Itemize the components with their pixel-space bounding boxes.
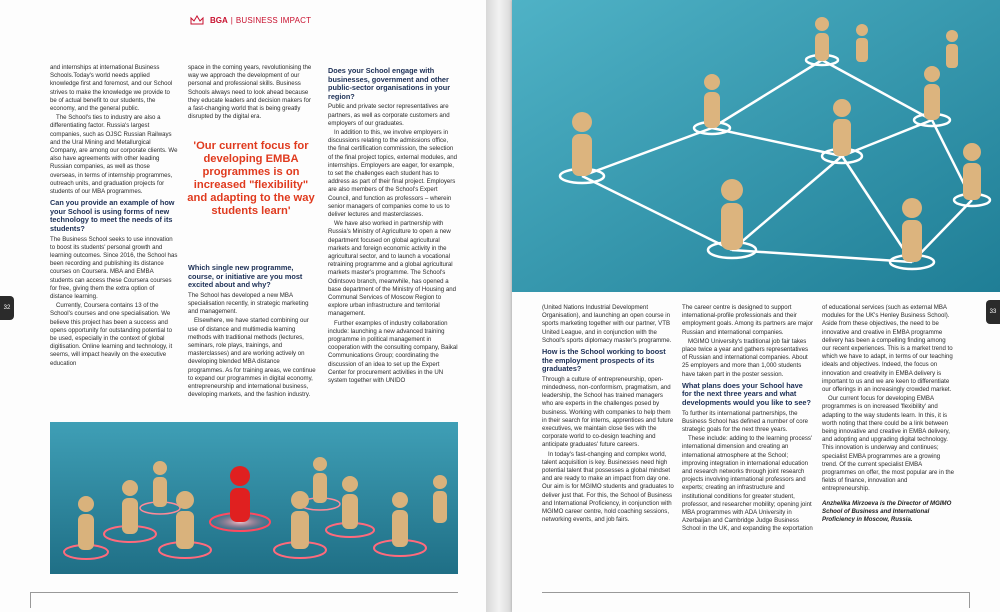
paragraph: space in the coming years, revolutionising the way we approach the development of our personal and professional skills. Business Schools always need to look ahead because they educate leaders and decision makers for a fast-changing world that is being greatly disrupted by the digital era. <box>188 64 312 121</box>
right-column-1 <box>542 304 674 572</box>
header-brand: BGA <box>210 15 228 25</box>
paragraph: In today's fast-changing and complex world, talent acquisition is key. Businesses need high potential talent that possesses a global mindset and are ready to make an impact from day one. Our aim is for MGIMO students and graduates to deliver just that. For this, the School of Business and International Proficiency, in conjunction with MGIMO career centre, hold coaching sessions, networking events, and job fairs. <box>542 450 674 524</box>
right-page <box>512 0 1000 612</box>
footer-rule <box>30 592 458 593</box>
page-number: 32 <box>3 305 11 311</box>
book-gutter <box>486 0 512 612</box>
paragraph: (United Nations Industrial Development Organisation), and launching an open course in sports marketing together with our partner, VTB United League, and in conjunction with the School's sports diplomacy master's programme. <box>542 304 672 344</box>
question-heading: Which single new programme, course, or initiative are you most excited about and why? <box>188 263 303 290</box>
paragraph: Elsewhere, we have started combining our use of distance and multimedia learning methods with traditional methods (lectures, seminars, role plays, trainings, and masterclasses) and are working actively on developing blended MBA distance programmes. As for training areas, we continue to expand our programmes in digital economy, entrepreneurship and international business, developing markets, and the fashion industry. <box>188 317 316 399</box>
left-column-3 <box>328 64 458 416</box>
crown-logo-icon <box>190 15 204 25</box>
header-section: BUSINESS IMPACT <box>235 15 312 25</box>
paragraph: The School has developed a new MBA specialisation recently, in strategic marketing and management. <box>188 291 309 316</box>
right-column-2 <box>682 304 814 572</box>
paragraph: Public and private sector representatives are partners, as well as corporate customers and employers of our graduates. <box>328 103 450 127</box>
running-header <box>190 14 340 26</box>
page-number: 33 <box>989 309 997 315</box>
photo-connected-wooden-pawns-network <box>512 0 1000 292</box>
paragraph: The career centre is designed to support international-profile professionals and their employment goals. Among its partners are major Russian and international companies. <box>682 304 814 336</box>
left-page <box>0 0 486 612</box>
paragraph: These include: adding to the learning process' international dimension and creating an international atmosphere at the School; improving integration in international education and research networks through joint research projects involving international professors and experts; creating an infrastructure and institutional conditions for greater student, professor, and researcher mobility; opening joint MBA programmes with ADA University in Azerbaijan and Cambridge Judge Business School in the UK, and expanding the exportation <box>682 435 813 533</box>
footer-tick <box>969 592 970 608</box>
left-column-1 <box>50 64 178 416</box>
question-heading: How is the School working to boost the employment prospects of its graduates? <box>542 347 666 374</box>
header-separator: | <box>230 15 233 25</box>
paragraph: The School's ties to industry are also a differentiating factor. Russia's largest companies, such as OJSC Russian Railways and the Ural Mining and Metallurgical Company, are among our corporate clients. We also have agreements with other leading Russian companies, as well as those overseas, in terms of internship programmes, outreach units, and graduation projects for students of our MBA programmes. <box>50 114 178 196</box>
paragraph: The Business School seeks to use innovation to boost its students' personal growth and learning outcomes. Since 2016, the School has been recording and publishing its distance courses on Coursera. MBA and EMBA students can access these Coursera courses for free, giving them the extra option of distance learning. <box>50 235 178 301</box>
pawns-illustration <box>50 422 458 574</box>
paragraph: We have also worked in partnership with Russia's Ministry of Agriculture to open a new department focused on global agricultural markets and foreign economic activity in the agricultural sector, and to launch a vocational retraining programme and a global agricultural markets master's programme. The School's Odintsovo branch, meanwhile, has opened a base department of the Ministry of Housing and Communal Services of Moscow Region to explore urban infrastructure and territorial management. <box>328 220 457 318</box>
paragraph: MGIMO University's traditional job fair takes place twice a year and gathers representatives of Russian and international companies. About 25 employers and more than 1,000 students have taken part in the poster session. <box>682 337 809 378</box>
right-column-3 <box>822 304 956 572</box>
author-bio: Anzhelika Mirzoeva is the Director of MGIMO School of Business and International Proficiency in Moscow, Russia. <box>822 499 952 524</box>
paragraph: To further its international partnerships, the Business School has defined a number of core strategic goals for the next three years. <box>682 409 809 434</box>
paragraph: and internships at international Business Schools.Today's world needs applied knowledge first and foremost, and our School strives to make the knowledge we provide to be of actual benefit to our students, the economy, and the general public. <box>50 64 173 113</box>
paragraph: Through a culture of entrepreneurship, open-mindedness, non-conformism, pragmatism, and leadership, the School has trained managers who are experts in the challenges posed by business. Working with companies to help them in their search for interns, apprentices and future executives, we maintain close ties with the corporate world to co-design teaching and anticipate graduates' future careers. <box>542 375 674 449</box>
left-column-2-top <box>188 64 316 132</box>
paragraph: of educational services (such as external MBA modules for the UK's Henley Business School). Aside from these objectives, the need to be innovative and creative in EMBA programme delivery has been a compelling finding among our recent experiences. This is a market trend to which we have to adapt, in terms of our teaching ideals and objectives. Indeed, the focus on innovation and creativity in EMBA delivery is important to us and we are keen to differentiate our offerings in an increasingly crowded market. <box>822 304 953 394</box>
paragraph: Further examples of industry collaboration include: launching a new advanced training programme in political management in cooperation with the consulting company, Baikal Communications Group; coordinating the discussion of an idea to set up the Expert Center for procurement activities in the UN system together with UNIDO <box>328 319 458 385</box>
paragraph: Currently, Coursera contains 13 of the School's courses and one specialisation. We believe this project has been a success and opens opportunity for outstanding potential to be used, especially in the context of global digitisation. Online learning and technology, it seems, will impact heavily on the executive education <box>50 302 173 367</box>
paragraph: Our current focus for developing EMBA programmes is on increased 'flexibility' and adapting to the way students learn. In this, it is worth noting that there could be a link between being innovative and creative in EMBA delivery, and adopting and upgrading digital technology. This innovation is underway and continues; specialist EMBA programmes are a growing trend. Of the current specialist EMBA programmes on offer, the most popular are in the fields of finance, innovation and entrepreneurship. <box>822 395 954 493</box>
footer-tick <box>30 592 31 608</box>
footer-rule <box>542 592 970 593</box>
red-pawn <box>230 466 250 522</box>
page-number-tab <box>0 296 14 320</box>
question-heading: Can you provide an example of how your School is using forms of new technology to meet the needs of its students? <box>50 198 175 234</box>
page-number-tab <box>986 300 1000 324</box>
network-illustration <box>512 0 1000 292</box>
paragraph: In addition to this, we involve employers in discussions relating to the admissions office, the final certification commission, the selection of the final project topics, external modules, and internships. Employers are eager, for example, to set the challenges each student has to address as part of their final project. Employers are also members of the School's Expert Council, and function as professors – wherein senior managers of companies come to us to deliver lectures and masterclasses. <box>328 128 458 219</box>
left-column-2-bottom <box>188 261 316 416</box>
pull-quote: 'Our current focus for developing EMBA programmes is on increased "flexibility" and adapting to the way students learn' <box>187 140 315 217</box>
question-heading: Does your School engage with businesses, government and other public-sector organisations in your region? <box>328 66 451 101</box>
question-heading: What plans does your School have for the next three years and what developments would you like to see? <box>682 380 811 408</box>
photo-red-figure-among-wooden-pawns <box>50 422 458 574</box>
